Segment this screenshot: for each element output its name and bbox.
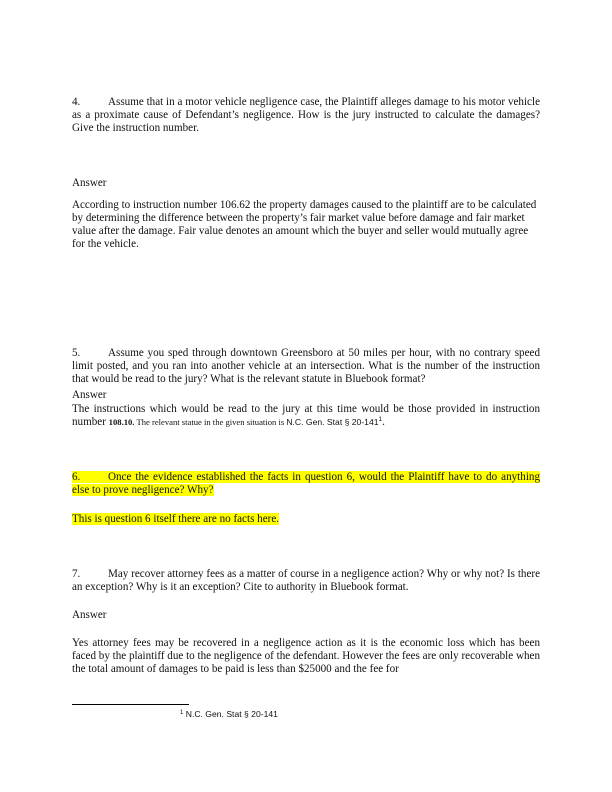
question-6-text: Once the evidence established the facts in question 6, would the Plaintiff have to do anything else to prove negligence? Why?	[72, 471, 540, 497]
question-6-answer-text: This is question 6 itself there are no facts here.	[72, 513, 280, 525]
footnote	[180, 709, 278, 720]
question-4-answer: According to instruction number 106.62 the property damages caused to the plaintiff are to be calculated by determining the difference between the property’s fair market value before damage and fair market value after the damage. Fair value denotes an amount which the buyer and seller would mutually agree for the vehicle.	[72, 199, 537, 251]
question-6	[72, 471, 540, 497]
footnote-text: N.C. Gen. Stat § 20-141	[185, 709, 278, 719]
footnote-separator	[72, 704, 189, 705]
question-7	[72, 568, 540, 594]
question-5-answer	[72, 403, 540, 429]
question-7-text: May recover attorney fees as a matter of course in a negligence action? Why or why not? Is there an exception? Why is it an exception? Cite to authority in Bluebook format.	[72, 568, 540, 594]
question-7-answer-label: Answer	[72, 609, 107, 621]
question-4-text: Assume that in a motor vehicle negligence case, the Plaintiff alleges damage to his motor vehicle as a proximate cause of Defendant’s negligence. How is the jury instructed to calculate the damages? Give the instruction number.	[72, 96, 540, 135]
question-5	[72, 347, 540, 386]
answer-period: .	[382, 416, 385, 429]
footnote-reference: 1	[378, 416, 383, 424]
question-4-number: 4.	[72, 96, 81, 108]
question-4	[72, 96, 540, 135]
question-4-answer-label: Answer	[72, 177, 107, 189]
question-7-answer: Yes attorney fees may be recovered in a negligence action as it is the economic loss which has been faced by the plaintiff due to the negligence of the defendant. However the fees are only recoverable when the total amount of damages to be paid is less than $25000 and the fee for	[72, 637, 540, 676]
question-5-text: Assume you sped through downtown Greensboro at 50 miles per hour, with no contrary speed limit posted, and you ran into another vehicle at an intersection. What is the number of the instruction that would be read to the jury? What is the relevant statute in Bluebook format?	[72, 347, 540, 386]
answer-text: The instructions which would be read to the jury at this time would be those provided in instruction number	[72, 403, 540, 429]
question-6-answer	[72, 513, 540, 526]
question-6-number: 6.	[72, 471, 81, 483]
answer-text-statue: The relevant statue in the given situation is	[134, 417, 287, 428]
footnote-marker: 1	[180, 710, 184, 716]
question-5-answer-label: Answer	[72, 389, 107, 401]
question-5-number: 5.	[72, 347, 81, 359]
instruction-number: 108.10.	[108, 417, 135, 428]
question-7-number: 7.	[72, 568, 81, 580]
statute-citation: N.C. Gen. Stat § 20-141	[286, 417, 379, 428]
